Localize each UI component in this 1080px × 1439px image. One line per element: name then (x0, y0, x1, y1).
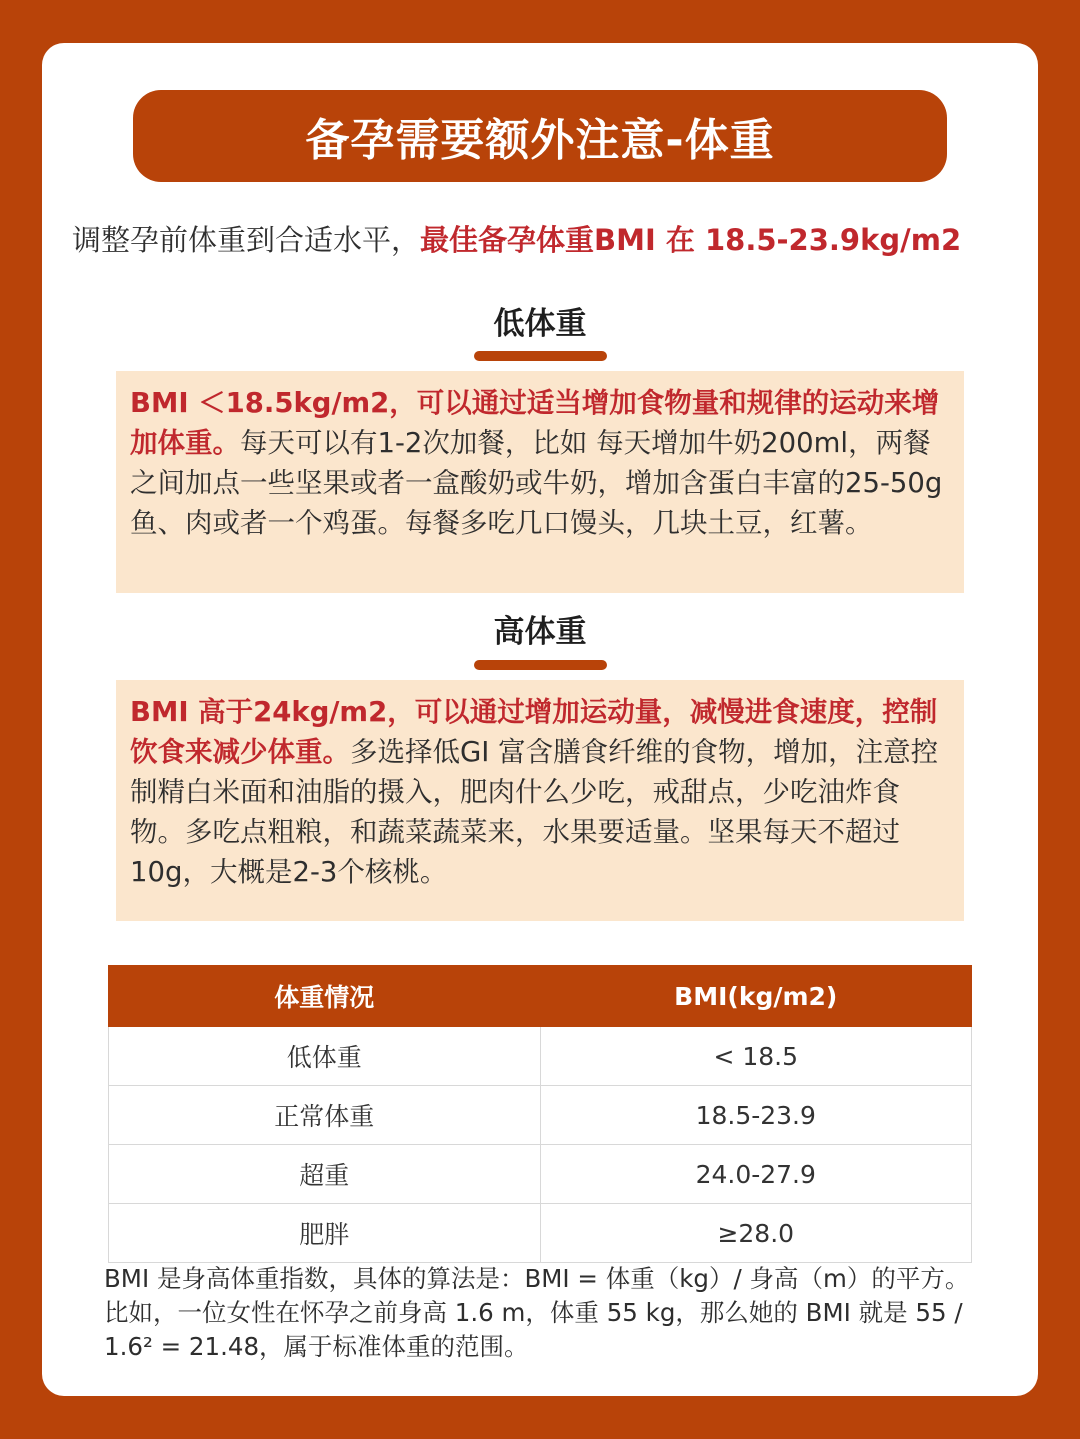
intro-normal: 调整孕前体重到合适水平， (72, 223, 421, 257)
bmi-table (108, 965, 972, 1263)
low-weight-highlight: BMI ＜18.5kg/m2，可以通过适当增加食物量和规律的运动来增加体重。 (130, 387, 940, 459)
table-cell-bmi: 18.5-23.9 (540, 1086, 972, 1145)
page-title: 备孕需要额外注意-体重 (305, 115, 775, 166)
table-cell-status: 超重 (109, 1145, 541, 1204)
high-weight-body: 多选择低GI 富含膳食纤维的食物，增加，注意控制精白米面和油脂的摄入，肥肉什么少吃，戒甜点，少吃油炸食物。多吃点粗粮，和蔬菜蔬菜来，水果要适量。坚果每天不超过10g，大概是2-3个核桃。 (130, 736, 939, 888)
title-banner (133, 90, 947, 182)
table-cell-status: 正常体重 (109, 1086, 541, 1145)
table-header-bmi: BMI(kg/m2) (540, 966, 972, 1027)
table-cell-bmi: ≥28.0 (540, 1204, 972, 1263)
table-cell-status: 低体重 (109, 1027, 541, 1086)
table-row (109, 1027, 972, 1086)
section-underline (474, 351, 607, 361)
table-row (109, 1086, 972, 1145)
intro-text (72, 218, 1032, 262)
section-heading-low-weight: 低体重 (493, 306, 587, 342)
table-cell-bmi: < 18.5 (540, 1027, 972, 1086)
table-cell-status: 肥胖 (109, 1204, 541, 1263)
intro-highlight: 最佳备孕体重BMI 在 18.5-23.9kg/m2 (420, 223, 962, 257)
table-row (109, 1204, 972, 1263)
section-underline (474, 660, 607, 670)
bmi-footnote: BMI 是身高体重指数，具体的算法是：BMI = 体重（kg）/ 身高（m）的平方。比如，一位女性在怀孕之前身高 1.6 m，体重 55 kg，那么她的 BMI 就是 55 / 1.6² = 21.48，属于标准体重的范围。 (104, 1264, 970, 1361)
table-row (109, 1145, 972, 1204)
low-weight-advice-box (116, 371, 964, 593)
table-header-row (109, 966, 972, 1027)
section-heading-high-weight: 高体重 (493, 614, 587, 650)
high-weight-advice-box (116, 680, 964, 921)
low-weight-body: 每天可以有1-2次加餐，比如 每天增加牛奶200ml，两餐之间加点一些坚果或者一盒酸奶或牛奶，增加含蛋白丰富的25-50g鱼、肉或者一个鸡蛋。每餐多吃几口馒头，几块土豆，红薯。 (130, 427, 943, 539)
table-header-weight-status: 体重情况 (109, 966, 541, 1027)
table-cell-bmi: 24.0-27.9 (540, 1145, 972, 1204)
high-weight-highlight: BMI 高于24kg/m2，可以通过增加运动量，减慢进食速度，控制饮食来减少体重。 (130, 696, 938, 768)
